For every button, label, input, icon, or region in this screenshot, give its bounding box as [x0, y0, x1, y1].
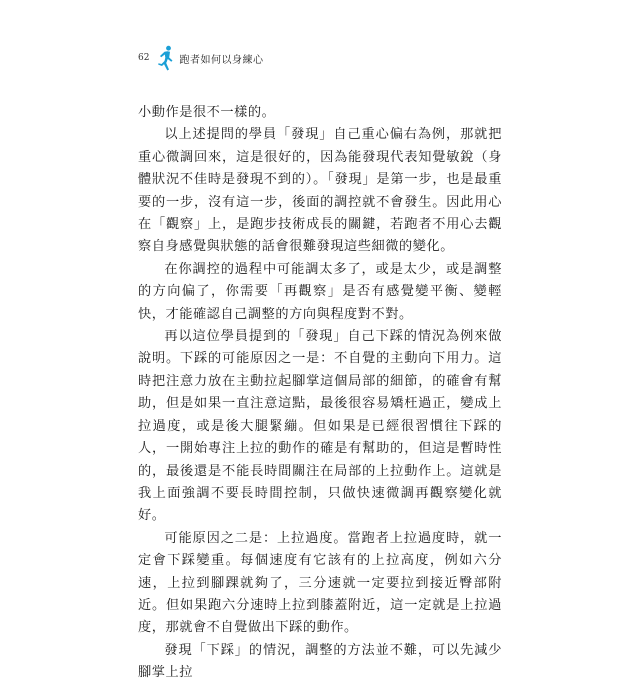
paragraph-2: 以上述提問的學員「發現」自己重心偏右為例，那就把重心微調回來，這是很好的，因為能發現代表知覺敏銳（身體狀況不佳時是發現不到的）。「發現」是第一步，也是最重要的一步，沒有這一步，後面的調控就不會發生。因此用心在「觀察」上，是跑步技術成長的關鍵，若跑者不用心去觀察自身感覺與狀態的話會很難發現這些細微的變化。	[138, 127, 502, 255]
paragraph-4: 再以這位學員提到的「發現」自己下踩的情況為例來做說明。下踩的可能原因之一是：不自覺的主動向下用力。這時把注意力放在主動拉起腳掌這個局部的細節，的確會有幫助，但是如果一直注意這點，最後很容易矯枉過正，變成上拉過度，或是後大腿緊繃。但如果是已經很習慣往下踩的人，一開始專注上拉的動作的確是有幫助的，但這是暫時性的，最後還是不能長時間關注在局部的上拉動作上。這就是我上面強調不要長時間控制，只做快速微調再觀察變化就好。	[138, 329, 502, 524]
runner-icon	[157, 45, 175, 71]
paragraph-6: 發現「下踩」的情況，調整的方法並不難，可以先減少腳掌上拉	[138, 642, 502, 681]
running-title: 跑者如何以身練心	[179, 54, 264, 66]
paragraph-1: 小動作是很不一樣的。	[138, 105, 276, 120]
page-number: 62	[138, 53, 150, 63]
paragraph-5: 可能原因之二是：上拉過度。當跑者上拉過度時，就一定會下踩變重。每個速度有它該有的上拉高度，例如六分速，上拉到腳踝就夠了，三分速就一定要拉到接近臀部附近。但如果跑六分速時上拉到膝蓋附近，這一定就是上拉過度，那就會不自覺做出下踩的動作。	[138, 530, 502, 636]
paragraph-3: 在你調控的過程中可能調太多了，或是太少，或是調整的方向偏了，你需要「再觀察」是否有感覺變平衡、變輕快，才能確認自己調整的方向與程度對不對。	[138, 261, 502, 322]
body-text	[138, 102, 502, 685]
page-header	[138, 43, 263, 73]
